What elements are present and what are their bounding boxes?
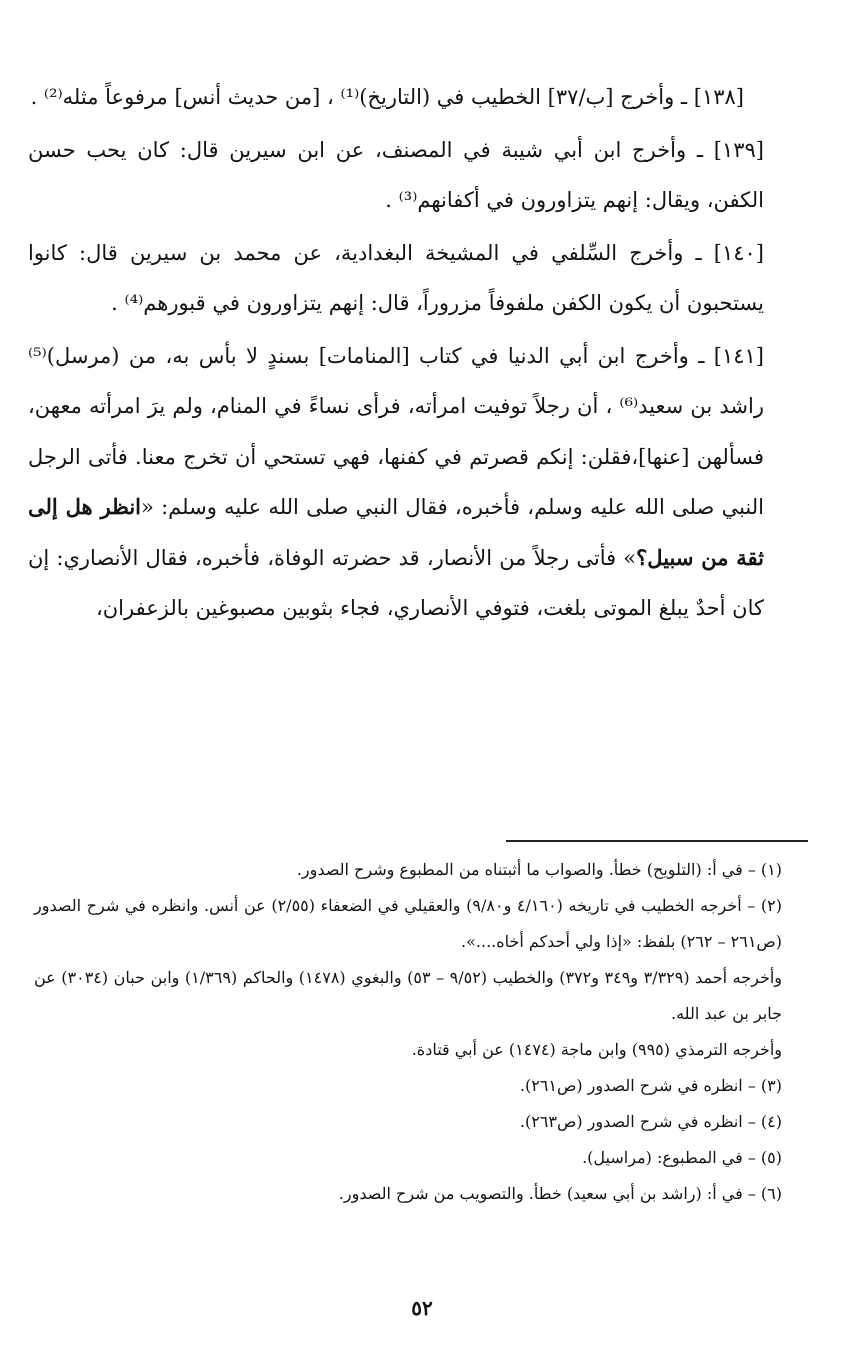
paragraph-139: [١٣٩] ـ وأخرج ابن أبي شيبة في المصنف، عن ابن سيرين قال: كان يحب حسن الكفن، ويقال: إنهم يتزاورون في أكفانهم⁽³⁾ .	[28, 137, 764, 212]
paragraph-141-text-a: [١٤١] ـ وأخرج ابن أبي الدنيا في كتاب [المنامات] بسندٍ لا بأس به، من (مرسل)⁽⁵⁾ راشد بن سعيد⁽⁶⁾ ، أن رجلاً توفيت امرأته، فرأى نساءً في المنام، ولم يرَ امرأته معهن، فسألهن [عنها]،فقلن: إنكم قصرتم في كفنها، فهي تستحي أن تخرج معنا. فأتى الرجل النبي صلى الله عليه وسلم، فأخبره، فقال النبي صلى الله عليه وسلم: «	[28, 343, 764, 519]
paragraph-138: [١٣٨] ـ وأخرج [ب/٣٧] الخطيب في (التاريخ)⁽¹⁾ ، [من حديث أنس] مرفوعاً مثله⁽²⁾ .	[30, 85, 744, 109]
hadith-quote: انظر هل إلى ثقة من سبيل؟	[28, 494, 764, 570]
footnote-4: (٤) – انظره في شرح الصدور (ص٢٦٣).	[519, 1112, 782, 1131]
footnote-2-continuation-2: وأخرجه الترمذي (٩٩٥) وابن ماجة (١٤٧٤) عن أبي قتادة.	[411, 1040, 782, 1059]
footnote-2-continuation-1: وأخرجه أحمد (٣/٣٢٩ و٣٤٩ و٣٧٢) والخطيب (٩/٥٢ – ٥٣) والبغوي (١٤٧٨) والحاكم (١/٣٦٩) وابن حبان (٣٠٣٤) عن جابر بن عبد الله.	[34, 968, 783, 1023]
footnote-6: (٦) – في أ: (راشد بن أبي سعيد) خطأ. والتصويب من شرح الصدور.	[338, 1184, 782, 1203]
page-number: ٥٢	[411, 1296, 433, 1320]
footnote-divider	[506, 840, 808, 842]
paragraph-141-text-b: » فأتى رجلاً من الأنصار، قد حضرته الوفاة، فأخبره، فقال الأنصاري: إن كان أحدٌ يبلغ الموتى بلغت، فتوفي الأنصاري، فجاء بثوبين مصبوغين بالزعفران،	[28, 545, 764, 620]
footnotes	[34, 852, 804, 1212]
paragraph-141	[28, 331, 804, 634]
footnote-2: (٢) – أخرجه الخطيب في تاريخه (٤/١٦٠ و٩/٨٠) والعقيلي في الضعفاء (٢/٥٥) عن أنس. وانظره في شرح الصدور (ص٢٦١ – ٢٦٢) بلفظ: «إذا ولي أحدكم أخاه....».	[34, 896, 783, 951]
footnote-3: (٣) – انظره في شرح الصدور (ص٢٦١).	[519, 1076, 782, 1095]
footnote-1: (١) – في أ: (التلويح) خطأ. والصواب ما أثبتناه من المطبوع وشرح الصدور.	[296, 860, 782, 879]
footnote-5: (٥) – في المطبوع: (مراسيل).	[582, 1148, 782, 1167]
paragraph-140: [١٤٠] ـ وأخرج السِّلفي في المشيخة البغدادية، عن محمد بن سيرين قال: كانوا يستحبون أن يكون الكفن ملفوفاً مزروراً، قال: إنهم يتزاورون في قبورهم⁽⁴⁾ .	[28, 240, 764, 315]
main-text	[28, 72, 804, 636]
